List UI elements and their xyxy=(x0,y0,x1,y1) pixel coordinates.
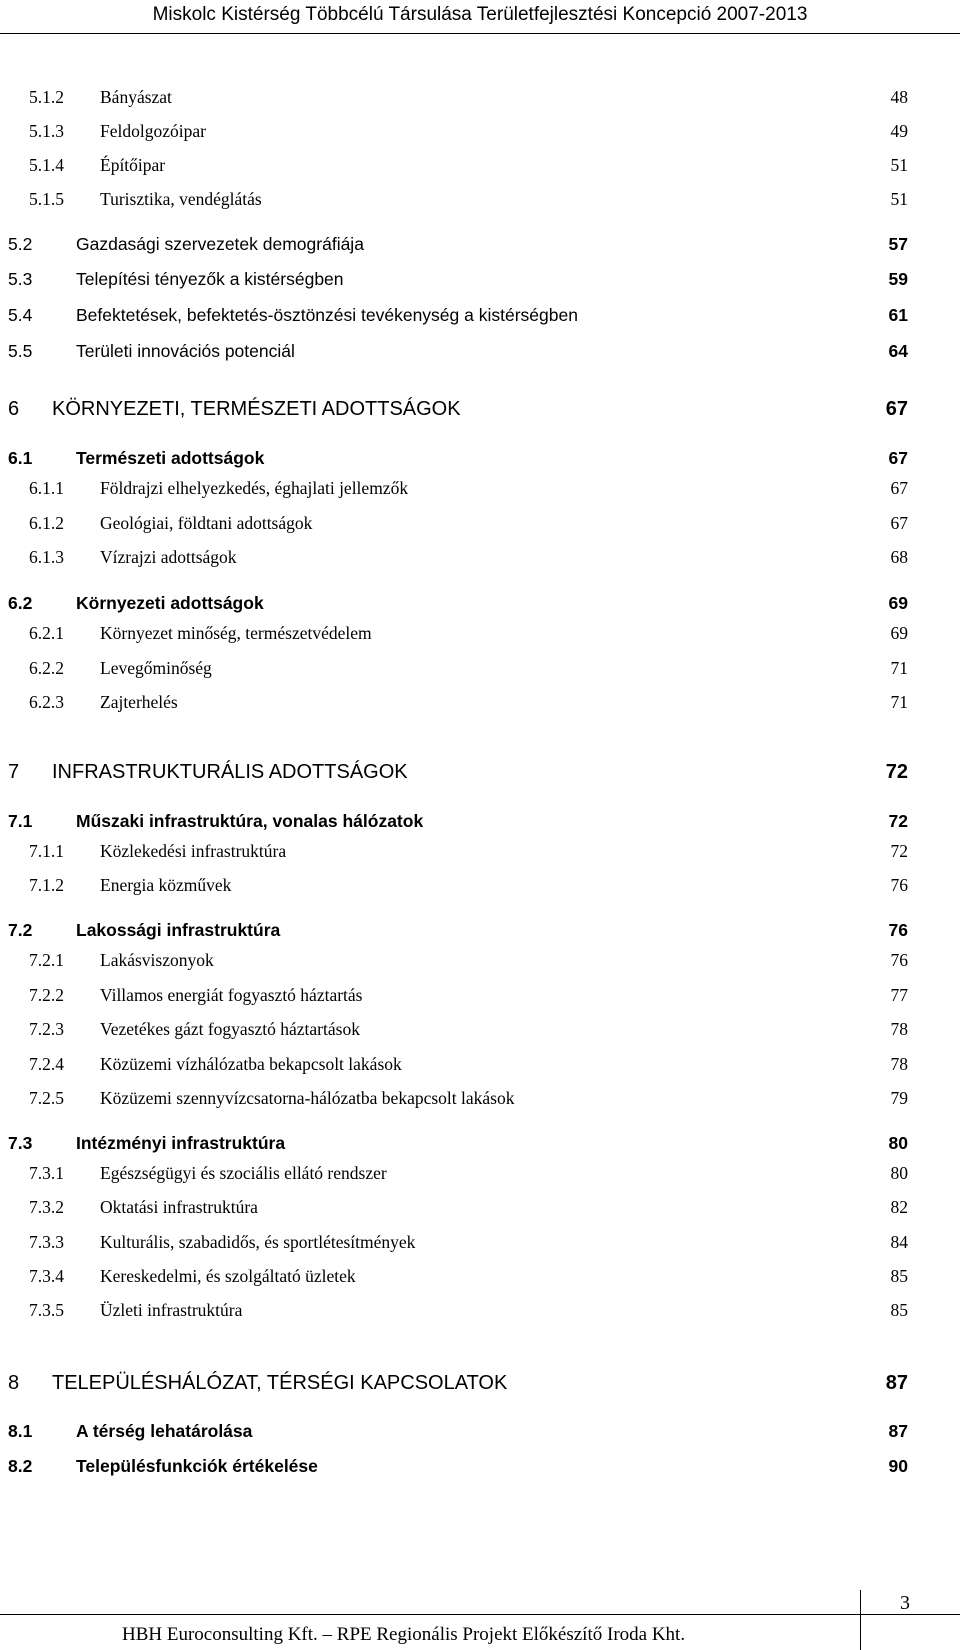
toc-entry-page: 87 xyxy=(885,1372,908,1394)
toc-entry-page: 76 xyxy=(888,920,908,940)
toc-entry[interactable] xyxy=(0,807,960,835)
toc-entry-page: 77 xyxy=(890,985,908,1005)
toc-entry-page: 67 xyxy=(890,478,908,498)
toc-entry-title: Lakásviszonyok xyxy=(100,950,214,970)
toc-entry-page: 84 xyxy=(890,1232,908,1252)
toc-entry-page: 51 xyxy=(890,189,908,209)
toc-entry-number: 7.2 xyxy=(8,920,33,940)
toc-entry-page: 87 xyxy=(888,1421,908,1441)
toc-entry-title: Gazdasági szervezetek demográfiája xyxy=(76,234,364,254)
toc-entry[interactable] xyxy=(0,1417,960,1445)
toc-entry[interactable] xyxy=(0,1159,960,1187)
toc-entry-page: 72 xyxy=(888,811,908,831)
toc-entry[interactable] xyxy=(0,1452,960,1480)
toc-entry-title: Energia közművek xyxy=(100,875,232,895)
toc-entry-page: 76 xyxy=(890,875,908,895)
toc-entry[interactable] xyxy=(0,185,960,213)
toc-entry[interactable] xyxy=(0,1296,960,1324)
toc-entry[interactable] xyxy=(0,589,960,617)
toc-entry-title: Turisztika, vendéglátás xyxy=(100,189,262,209)
toc-entry-number: 6 xyxy=(8,398,20,420)
toc-entry-number: 5.4 xyxy=(8,305,33,325)
toc-entry-number: 6.1.1 xyxy=(29,478,64,498)
toc-entry-number: 7.2.5 xyxy=(29,1088,64,1108)
toc-entry-number: 6.1.2 xyxy=(29,513,64,533)
toc-entry[interactable] xyxy=(0,688,960,716)
toc-entry[interactable] xyxy=(0,474,960,502)
toc-entry[interactable] xyxy=(0,981,960,1009)
toc-entry-page: 71 xyxy=(890,658,908,678)
toc-entry-number: 8 xyxy=(8,1372,20,1394)
toc-entry-title: Közüzemi szennyvízcsatorna-hálózatba bekapcsolt lakások xyxy=(100,1088,515,1108)
toc-entry-number: 7.2.1 xyxy=(29,950,64,970)
toc-entry-number: 8.2 xyxy=(8,1456,33,1476)
toc-entry-number: 5.3 xyxy=(8,269,33,289)
toc-entry-page: 64 xyxy=(888,341,908,361)
toc-entry-number: 6.2.3 xyxy=(29,692,64,712)
toc-entry-title: Természeti adottságok xyxy=(76,448,265,468)
toc-entry[interactable] xyxy=(0,1228,960,1256)
toc-entry-page: 48 xyxy=(890,87,908,107)
toc-entry-number: 6.2 xyxy=(8,593,33,613)
toc-entry-title: Bányászat xyxy=(100,87,172,107)
page-number: 3 xyxy=(900,1592,910,1614)
footer-text: HBH Euroconsulting Kft. – RPE Regionális Projekt Előkészítő Iroda Kht. xyxy=(122,1624,686,1645)
toc-entry-number: 7.2.3 xyxy=(29,1019,64,1039)
toc-entry-number: 6.1.3 xyxy=(29,547,64,567)
toc-entry-number: 5.1.2 xyxy=(29,87,64,107)
toc-entry-page: 67 xyxy=(888,448,908,468)
toc-entry-title: Levegőminőség xyxy=(100,658,212,678)
toc-entry-page: 59 xyxy=(888,269,908,289)
toc-entry-page: 61 xyxy=(888,305,908,325)
toc-entry-number: 7.1 xyxy=(8,811,33,831)
toc-entry-title: Oktatási infrastruktúra xyxy=(100,1197,258,1217)
toc-entry[interactable] xyxy=(0,1193,960,1221)
toc-entry-number: 5.1.4 xyxy=(29,155,64,175)
toc-entry-page: 71 xyxy=(890,692,908,712)
toc-entry-title: KÖRNYEZETI, TERMÉSZETI ADOTTSÁGOK xyxy=(52,398,461,420)
toc-entry[interactable] xyxy=(0,83,960,111)
toc-entry-number: 7.2.4 xyxy=(29,1054,64,1074)
toc-entry-number: 7.1.1 xyxy=(29,841,64,861)
toc-entry-number: 5.5 xyxy=(8,341,33,361)
toc-entry-number: 5.1.5 xyxy=(29,189,64,209)
toc-entry-number: 7.3.1 xyxy=(29,1163,64,1183)
toc-entry-page: 78 xyxy=(890,1054,908,1074)
toc-entry-page: 76 xyxy=(890,950,908,970)
toc-entry-page: 82 xyxy=(890,1197,908,1217)
toc-entry-title: Vízrajzi adottságok xyxy=(100,547,237,567)
toc-entry-title: Intézményi infrastruktúra xyxy=(76,1133,286,1153)
toc-entry[interactable] xyxy=(0,758,960,786)
toc-entry-page: 78 xyxy=(890,1019,908,1039)
toc-entry-page: 72 xyxy=(885,761,908,783)
toc-entry[interactable] xyxy=(0,301,960,329)
toc-entry[interactable] xyxy=(0,117,960,145)
toc-entry-title: Geológiai, földtani adottságok xyxy=(100,513,313,533)
toc-entry[interactable] xyxy=(0,871,960,899)
footer-rule xyxy=(0,1614,960,1615)
toc-entry-title: Zajterhelés xyxy=(100,692,178,712)
toc-entry-title: Villamos energiát fogyasztó háztartás xyxy=(100,985,363,1005)
toc-entry[interactable] xyxy=(0,337,960,365)
toc-entry-title: Vezetékes gázt fogyasztó háztartások xyxy=(100,1019,360,1039)
toc-entry[interactable] xyxy=(0,1369,960,1397)
toc-entry-number: 8.1 xyxy=(8,1421,33,1441)
toc-entry[interactable] xyxy=(0,837,960,865)
toc-entry-title: Közüzemi vízhálózatba bekapcsolt lakások xyxy=(100,1054,402,1074)
toc-entry[interactable] xyxy=(0,230,960,258)
toc-entry-title: Kulturális, szabadidős, és sportlétesítmények xyxy=(100,1232,416,1252)
toc-entry-number: 7.3.5 xyxy=(29,1300,64,1320)
toc-entry-number: 5.1.3 xyxy=(29,121,64,141)
running-header xyxy=(0,0,960,40)
toc-entry-number: 6.2.1 xyxy=(29,623,64,643)
toc-entry[interactable] xyxy=(0,265,960,293)
toc-entry-number: 7.3 xyxy=(8,1133,33,1153)
toc-entry-title: A térség lehatárolása xyxy=(76,1421,253,1441)
toc-entry-page: 67 xyxy=(885,398,908,420)
toc-entry[interactable] xyxy=(0,654,960,682)
toc-entry[interactable] xyxy=(0,916,960,944)
toc-entry[interactable] xyxy=(0,1015,960,1043)
toc-entry-page: 69 xyxy=(888,593,908,613)
toc-entry-page: 79 xyxy=(890,1088,908,1108)
toc-entry-page: 68 xyxy=(890,547,908,567)
toc-entry[interactable] xyxy=(0,1084,960,1112)
toc-entry-title: Településfunkciók értékelése xyxy=(76,1456,318,1476)
toc-entry-title: INFRASTRUKTURÁLIS ADOTTSÁGOK xyxy=(52,761,408,783)
toc-entry-page: 80 xyxy=(890,1163,908,1183)
toc-entry[interactable] xyxy=(0,946,960,974)
toc-entry-page: 51 xyxy=(890,155,908,175)
footer-page-rule xyxy=(860,1590,861,1650)
toc-entry[interactable] xyxy=(0,1050,960,1078)
toc-entry-title: Kereskedelmi, és szolgáltató üzletek xyxy=(100,1266,356,1286)
toc-entry[interactable] xyxy=(0,1129,960,1157)
toc-entry-title: Feldolgozóipar xyxy=(100,121,206,141)
toc-entry[interactable] xyxy=(0,619,960,647)
toc-entry-title: Egészségügyi és szociális ellátó rendszer xyxy=(100,1163,387,1183)
toc-entry-number: 7.2.2 xyxy=(29,985,64,1005)
toc-entry-number: 7.3.3 xyxy=(29,1232,64,1252)
toc-entry-title: Telepítési tényezők a kistérségben xyxy=(76,269,344,289)
toc-entry-title: Üzleti infrastruktúra xyxy=(100,1300,243,1320)
toc-entry-title: Területi innovációs potenciál xyxy=(76,341,295,361)
toc-entry-title: Közlekedési infrastruktúra xyxy=(100,841,287,861)
toc-entry-number: 7.1.2 xyxy=(29,875,64,895)
toc-entry-page: 85 xyxy=(890,1266,908,1286)
header-rule xyxy=(0,33,960,34)
toc-entry-page: 85 xyxy=(890,1300,908,1320)
toc-entry-number: 7 xyxy=(8,761,20,783)
toc-entry-page: 49 xyxy=(890,121,908,141)
toc-entry-page: 69 xyxy=(890,623,908,643)
toc-entry-title: Környezet minőség, természetvédelem xyxy=(100,623,372,643)
toc-entry-title: Földrajzi elhelyezkedés, éghajlati jellemzők xyxy=(100,478,409,498)
toc-entry-title: TELEPÜLÉSHÁLÓZAT, TÉRSÉGI KAPCSOLATOK xyxy=(52,1372,508,1394)
toc-entry[interactable] xyxy=(0,509,960,537)
toc-entry-page: 80 xyxy=(888,1133,908,1153)
toc-entry-number: 6.1 xyxy=(8,448,33,468)
toc-entry-page: 67 xyxy=(890,513,908,533)
toc-entry-number: 7.3.4 xyxy=(29,1266,64,1286)
toc-entry-number: 5.2 xyxy=(8,234,33,254)
toc-entry-title: Lakossági infrastruktúra xyxy=(76,920,281,940)
toc-entry-number: 7.3.2 xyxy=(29,1197,64,1217)
toc-entry-title: Építőipar xyxy=(100,155,166,175)
toc-entry-page: 90 xyxy=(888,1456,908,1476)
toc-entry[interactable] xyxy=(0,543,960,571)
toc-entry[interactable] xyxy=(0,1262,960,1290)
toc-entry-title: Környezeti adottságok xyxy=(76,593,264,613)
toc-entry[interactable] xyxy=(0,151,960,179)
toc-entry-number: 6.2.2 xyxy=(29,658,64,678)
toc-entry-title: Műszaki infrastruktúra, vonalas hálózatok xyxy=(76,811,424,831)
toc-entry[interactable] xyxy=(0,444,960,472)
toc-entry-title: Befektetések, befektetés-ösztönzési tevékenység a kistérségben xyxy=(76,305,578,325)
toc-entry-page: 57 xyxy=(888,234,908,254)
toc-entry-page: 72 xyxy=(890,841,908,861)
toc-entry[interactable] xyxy=(0,395,960,423)
header-title: Miskolc Kistérség Többcélú Társulása Területfejlesztési Koncepció 2007-2013 xyxy=(152,4,808,25)
